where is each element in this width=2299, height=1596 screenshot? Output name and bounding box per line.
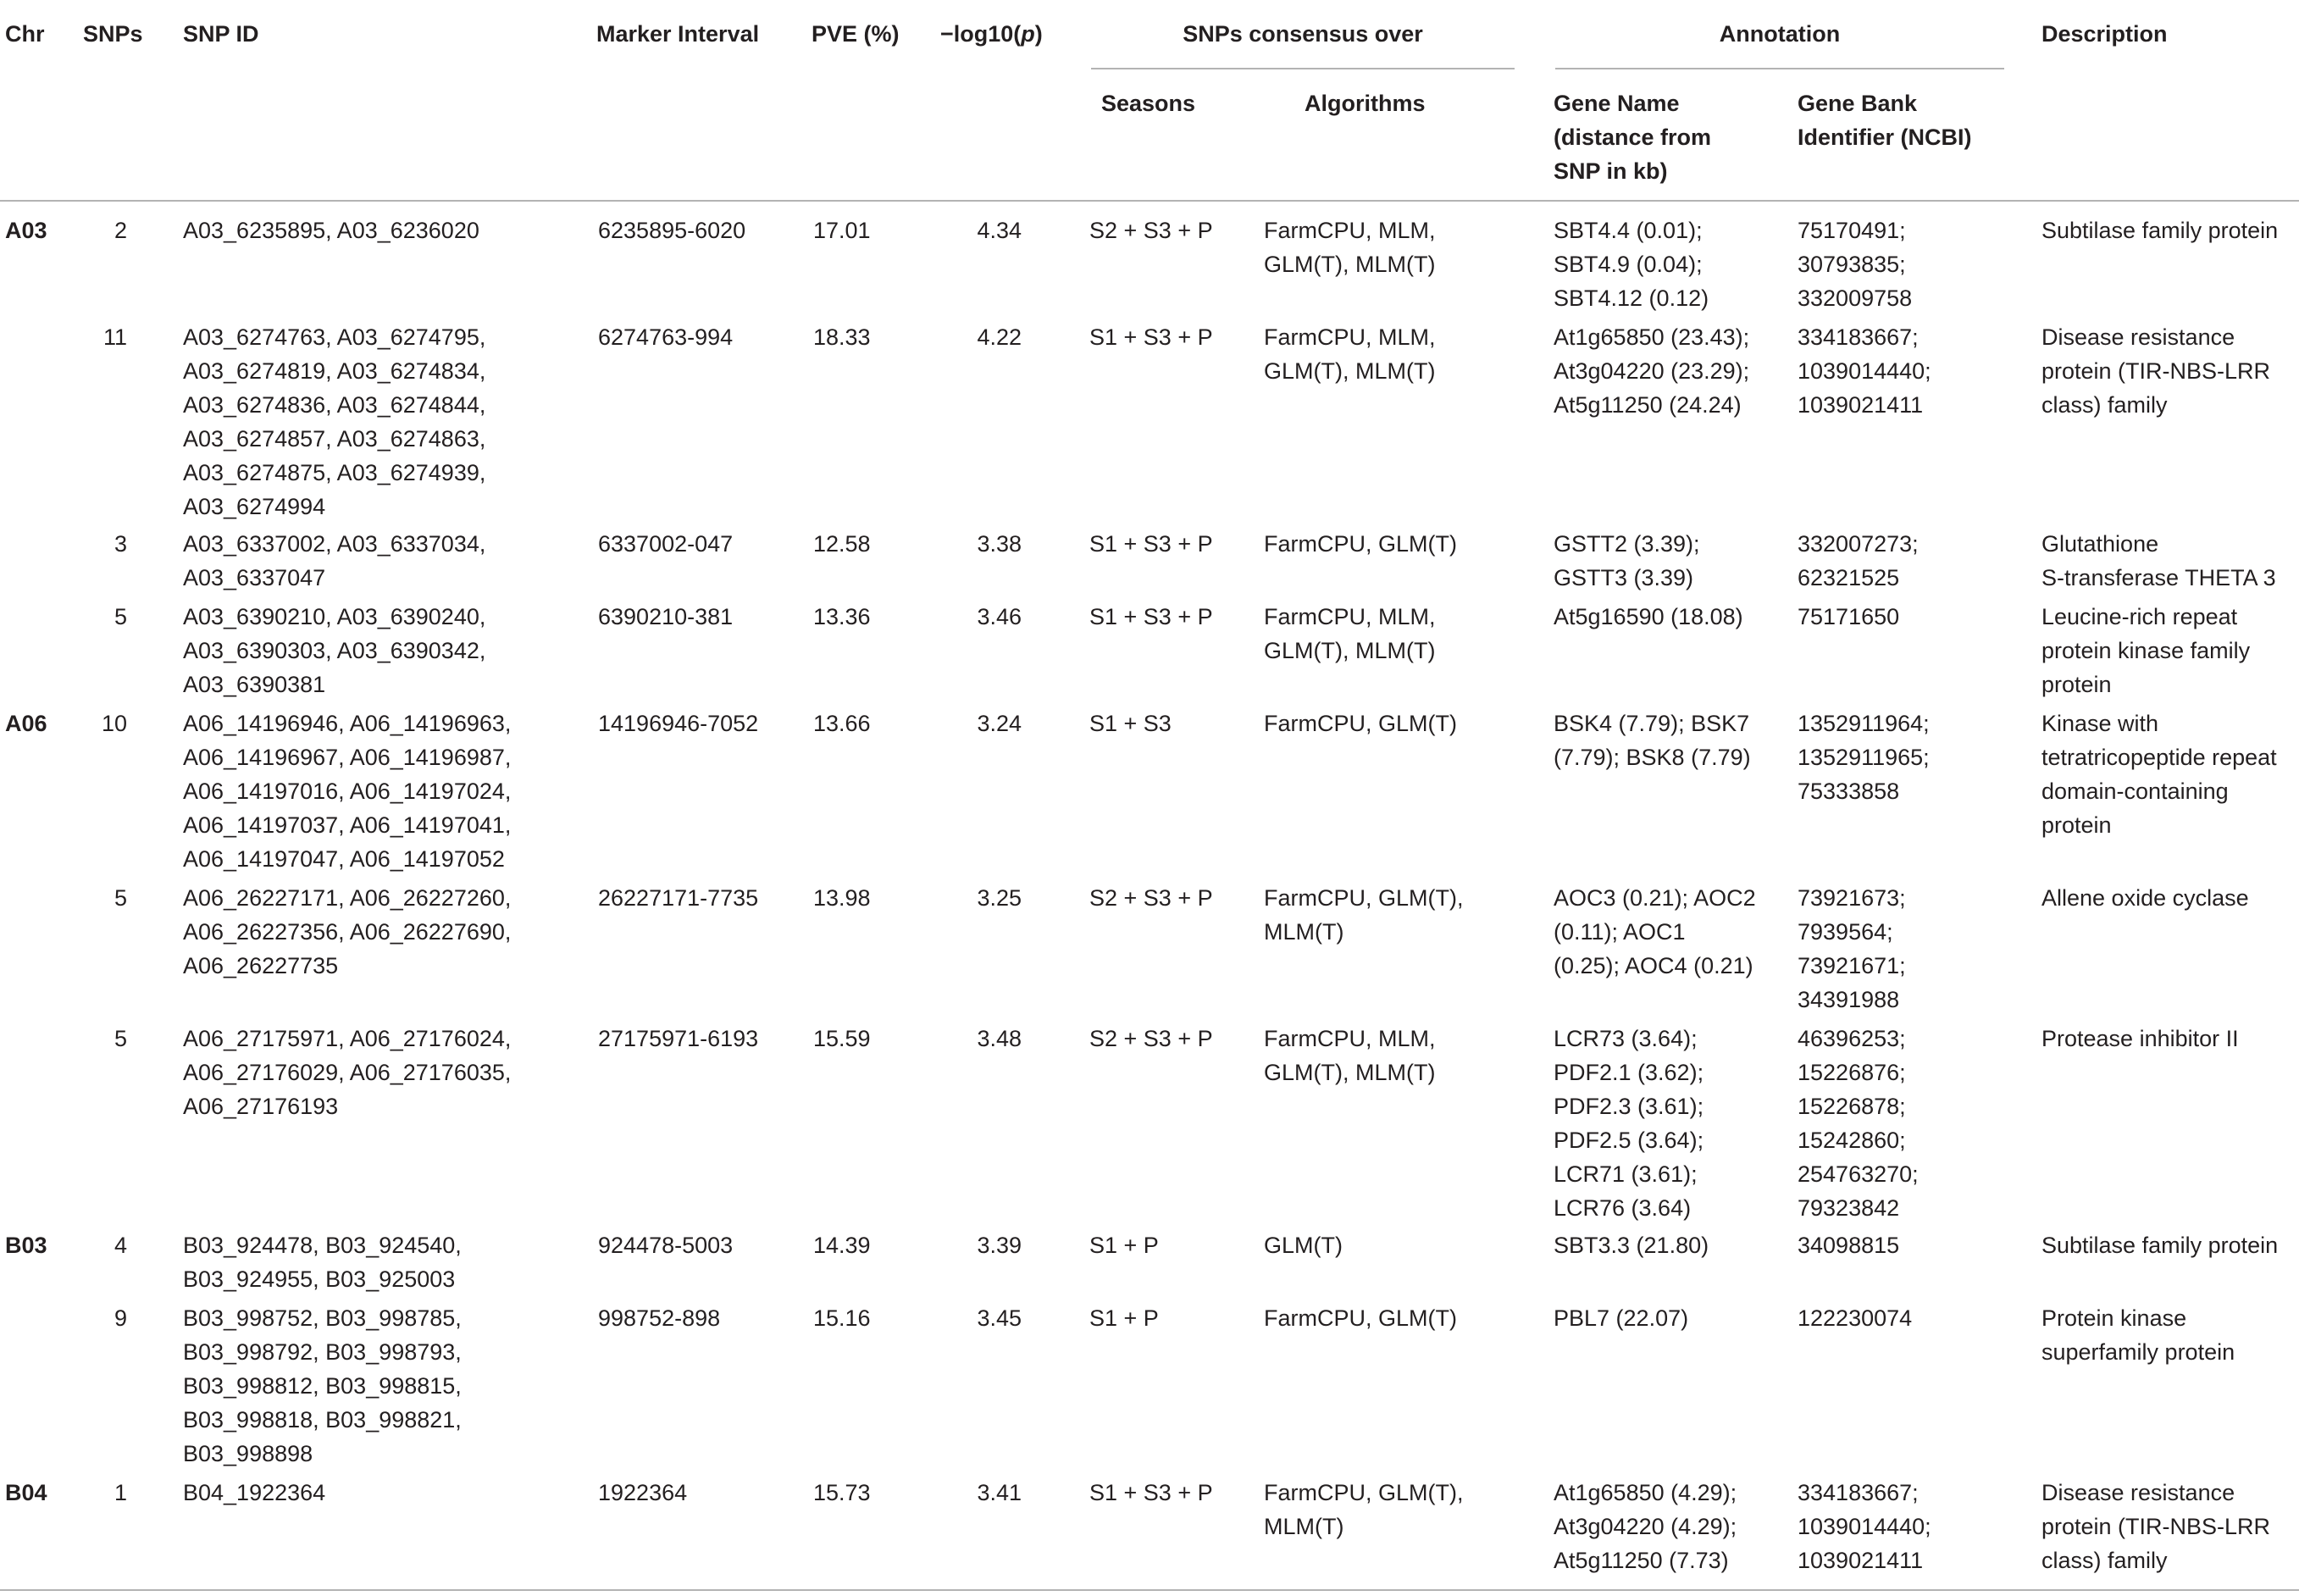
gene-bank-cell: 332007273; 62321525 xyxy=(1798,531,1919,590)
log10p-cell: 3.46 xyxy=(977,604,1022,629)
algorithms-cell: FarmCPU, GLM(T) xyxy=(1264,1305,1457,1331)
gene-bank-cell: 334183667; 1039014440; 1039021411 xyxy=(1798,324,1931,418)
algorithms-cell: FarmCPU, MLM, GLM(T), MLM(T) xyxy=(1264,324,1436,384)
pve-cell: 15.16 xyxy=(813,1305,871,1331)
marker-interval-cell: 6337002-047 xyxy=(598,531,734,557)
seasons-cell: S2 + S3 + P xyxy=(1089,218,1213,243)
marker-interval-cell: 1922364 xyxy=(598,1480,688,1505)
description-cell: Kinase with tetratricopeptide repeat domain-containing protein xyxy=(2041,711,2277,838)
header-annotation: Annotation xyxy=(1719,21,1841,47)
marker-interval-cell: 14196946-7052 xyxy=(598,711,759,736)
snps-cell: 3 xyxy=(114,531,127,557)
seasons-cell: S1 + S3 xyxy=(1089,711,1172,736)
header-pve: PVE (%) xyxy=(812,21,900,47)
description-cell: Subtilase family protein xyxy=(2041,1233,2279,1258)
header-seasons: Seasons xyxy=(1101,91,1196,116)
snps-cell: 5 xyxy=(114,604,127,629)
header-gene-bank: Gene Bank Identifier (NCBI) xyxy=(1798,91,1972,150)
snp-id-cell: A03_6235895, A03_6236020 xyxy=(183,218,479,243)
marker-interval-cell: 26227171-7735 xyxy=(598,885,759,911)
pve-cell: 12.58 xyxy=(813,531,871,557)
seasons-cell: S1 + S3 + P xyxy=(1089,1480,1213,1505)
seasons-cell: S1 + S3 + P xyxy=(1089,531,1213,557)
gene-bank-cell: 334183667; 1039014440; 1039021411 xyxy=(1798,1480,1931,1573)
gene-name-cell: GSTT2 (3.39); GSTT3 (3.39) xyxy=(1554,531,1700,590)
pve-cell: 13.36 xyxy=(813,604,871,629)
gene-name-cell: At5g16590 (18.08) xyxy=(1554,604,1743,629)
log10p-cell: 4.22 xyxy=(977,324,1022,350)
marker-interval-cell: 998752-898 xyxy=(598,1305,721,1331)
seasons-cell: S2 + S3 + P xyxy=(1089,885,1213,911)
pve-cell: 13.98 xyxy=(813,885,871,911)
snp-id-cell: A03_6337002, A03_6337034, A03_6337047 xyxy=(183,531,486,590)
marker-interval-cell: 27175971-6193 xyxy=(598,1026,759,1051)
algorithms-cell: FarmCPU, MLM, GLM(T), MLM(T) xyxy=(1264,604,1436,663)
pve-cell: 15.59 xyxy=(813,1026,871,1051)
header-snps: SNPs xyxy=(83,21,143,47)
consensus-divider xyxy=(1091,68,1515,69)
gene-bank-cell: 73921673; 7939564; 73921671; 34391988 xyxy=(1798,885,1906,1012)
algorithms-cell: FarmCPU, GLM(T), MLM(T) xyxy=(1264,885,1464,945)
seasons-cell: S1 + P xyxy=(1089,1233,1159,1258)
table-bottom-rule xyxy=(0,1589,2299,1591)
marker-interval-cell: 6235895-6020 xyxy=(598,218,746,243)
pve-cell: 18.33 xyxy=(813,324,871,350)
algorithms-cell: FarmCPU, GLM(T) xyxy=(1264,531,1457,557)
log10p-cell: 3.38 xyxy=(977,531,1022,557)
snps-cell: 10 xyxy=(101,711,127,736)
gene-name-cell: SBT3.3 (21.80) xyxy=(1554,1233,1709,1258)
snps-cell: 4 xyxy=(114,1233,127,1258)
seasons-cell: S1 + S3 + P xyxy=(1089,324,1213,350)
description-cell: Allene oxide cyclase xyxy=(2041,885,2249,911)
description-cell: Leucine-rich repeat protein kinase family protein xyxy=(2041,604,2251,697)
snp-id-cell: A06_14196946, A06_14196963, A06_14196967, A06_14196987, A06_14197016, A06_14197024, A06_14197037, A06_14197041, A06_14197047, A06_14197052 xyxy=(183,711,512,872)
snps-cell: 5 xyxy=(114,885,127,911)
gene-name-cell: AOC3 (0.21); AOC2 (0.11); AOC1 (0.25); AOC4 (0.21) xyxy=(1554,885,1756,978)
algorithms-cell: GLM(T) xyxy=(1264,1233,1343,1258)
chr-cell: B03 xyxy=(5,1233,47,1258)
gene-bank-cell: 75171650 xyxy=(1798,604,1900,629)
gene-bank-cell: 34098815 xyxy=(1798,1233,1900,1258)
gene-bank-cell: 75170491; 30793835; 332009758 xyxy=(1798,218,1913,311)
snp-id-cell: A06_26227171, A06_26227260, A06_26227356, A06_26227690, A06_26227735 xyxy=(183,885,512,978)
seasons-cell: S2 + S3 + P xyxy=(1089,1026,1213,1051)
pve-cell: 14.39 xyxy=(813,1233,871,1258)
snps-cell: 11 xyxy=(102,324,127,350)
header-bottom-rule xyxy=(0,200,2299,202)
gene-bank-cell: 1352911964; 1352911965; 75333858 xyxy=(1798,711,1930,804)
description-cell: Glutathione S-transferase THETA 3 xyxy=(2041,531,2276,590)
log10p-cell: 3.48 xyxy=(977,1026,1022,1051)
gene-bank-cell: 46396253; 15226876; 15226878; 15242860; 254763270; 79323842 xyxy=(1798,1026,1919,1221)
header-gene-name: Gene Name (distance from SNP in kb) xyxy=(1554,91,1712,184)
marker-interval-cell: 6390210-381 xyxy=(598,604,734,629)
chr-cell: B04 xyxy=(5,1480,47,1505)
header-log10p: −log10(p) xyxy=(940,21,1043,47)
header-description: Description xyxy=(2041,21,2168,47)
pve-cell: 15.73 xyxy=(813,1480,871,1505)
snps-cell: 5 xyxy=(114,1026,127,1051)
header-consensus: SNPs consensus over xyxy=(1183,21,1423,47)
pve-cell: 17.01 xyxy=(813,218,871,243)
gene-name-cell: At1g65850 (4.29); At3g04220 (4.29); At5g11250 (7.73) xyxy=(1554,1480,1737,1573)
snp-id-cell: B03_998752, B03_998785, B03_998792, B03_998793, B03_998812, B03_998815, B03_998818, B03_998821, B03_998898 xyxy=(183,1305,462,1466)
gene-bank-cell: 122230074 xyxy=(1798,1305,1913,1331)
chr-cell: A06 xyxy=(5,711,47,736)
gene-name-cell: At1g65850 (23.43); At3g04220 (23.29); At5g11250 (24.24) xyxy=(1554,324,1750,418)
description-cell: Protease inhibitor II xyxy=(2041,1026,2239,1051)
algorithms-cell: FarmCPU, GLM(T) xyxy=(1264,711,1457,736)
header-snp-id: SNP ID xyxy=(183,21,259,47)
seasons-cell: S1 + S3 + P xyxy=(1089,604,1213,629)
gene-name-cell: LCR73 (3.64); PDF2.1 (3.62); PDF2.3 (3.61); PDF2.5 (3.64); LCR71 (3.61); LCR76 (3.64) xyxy=(1554,1026,1704,1221)
annotation-divider xyxy=(1555,68,2004,69)
description-cell: Disease resistance protein (TIR-NBS-LRR class) family xyxy=(2041,1480,2271,1573)
chr-cell: A03 xyxy=(5,218,47,243)
log10p-cell: 3.39 xyxy=(977,1233,1022,1258)
snp-id-cell: B04_1922364 xyxy=(183,1480,326,1505)
log10p-cell: 3.41 xyxy=(977,1480,1022,1505)
log10p-cell: 4.34 xyxy=(977,218,1022,243)
pve-cell: 13.66 xyxy=(813,711,871,736)
algorithms-cell: FarmCPU, MLM, GLM(T), MLM(T) xyxy=(1264,1026,1436,1085)
description-cell: Disease resistance protein (TIR-NBS-LRR class) family xyxy=(2041,324,2271,418)
algorithms-cell: FarmCPU, GLM(T), MLM(T) xyxy=(1264,1480,1464,1539)
header-chr: Chr xyxy=(5,21,45,47)
snp-id-cell: A03_6274763, A03_6274795, A03_6274819, A03_6274834, A03_6274836, A03_6274844, A03_6274857, A03_6274863, A03_6274875, A03_6274939, A03_6274994 xyxy=(183,324,486,519)
gene-name-cell: BSK4 (7.79); BSK7 (7.79); BSK8 (7.79) xyxy=(1554,711,1751,770)
snps-cell: 2 xyxy=(114,218,127,243)
marker-interval-cell: 6274763-994 xyxy=(598,324,734,350)
description-cell: Protein kinase superfamily protein xyxy=(2041,1305,2235,1365)
snp-id-cell: A06_27175971, A06_27176024, A06_27176029, A06_27176035, A06_27176193 xyxy=(183,1026,512,1119)
log10p-cell: 3.25 xyxy=(977,885,1022,911)
log10p-cell: 3.45 xyxy=(977,1305,1022,1331)
snps-cell: 9 xyxy=(114,1305,127,1331)
algorithms-cell: FarmCPU, MLM, GLM(T), MLM(T) xyxy=(1264,218,1436,277)
header-marker-interval: Marker Interval xyxy=(596,21,760,47)
gene-name-cell: PBL7 (22.07) xyxy=(1554,1305,1689,1331)
snp-id-cell: B03_924478, B03_924540, B03_924955, B03_925003 xyxy=(183,1233,462,1292)
description-cell: Subtilase family protein xyxy=(2041,218,2279,243)
log10p-cell: 3.24 xyxy=(977,711,1022,736)
seasons-cell: S1 + P xyxy=(1089,1305,1159,1331)
gene-name-cell: SBT4.4 (0.01); SBT4.9 (0.04); SBT4.12 (0.12) xyxy=(1554,218,1709,311)
snps-cell: 1 xyxy=(114,1480,127,1505)
marker-interval-cell: 924478-5003 xyxy=(598,1233,734,1258)
header-algorithms: Algorithms xyxy=(1305,91,1426,116)
snp-id-cell: A03_6390210, A03_6390240, A03_6390303, A03_6390342, A03_6390381 xyxy=(183,604,486,697)
